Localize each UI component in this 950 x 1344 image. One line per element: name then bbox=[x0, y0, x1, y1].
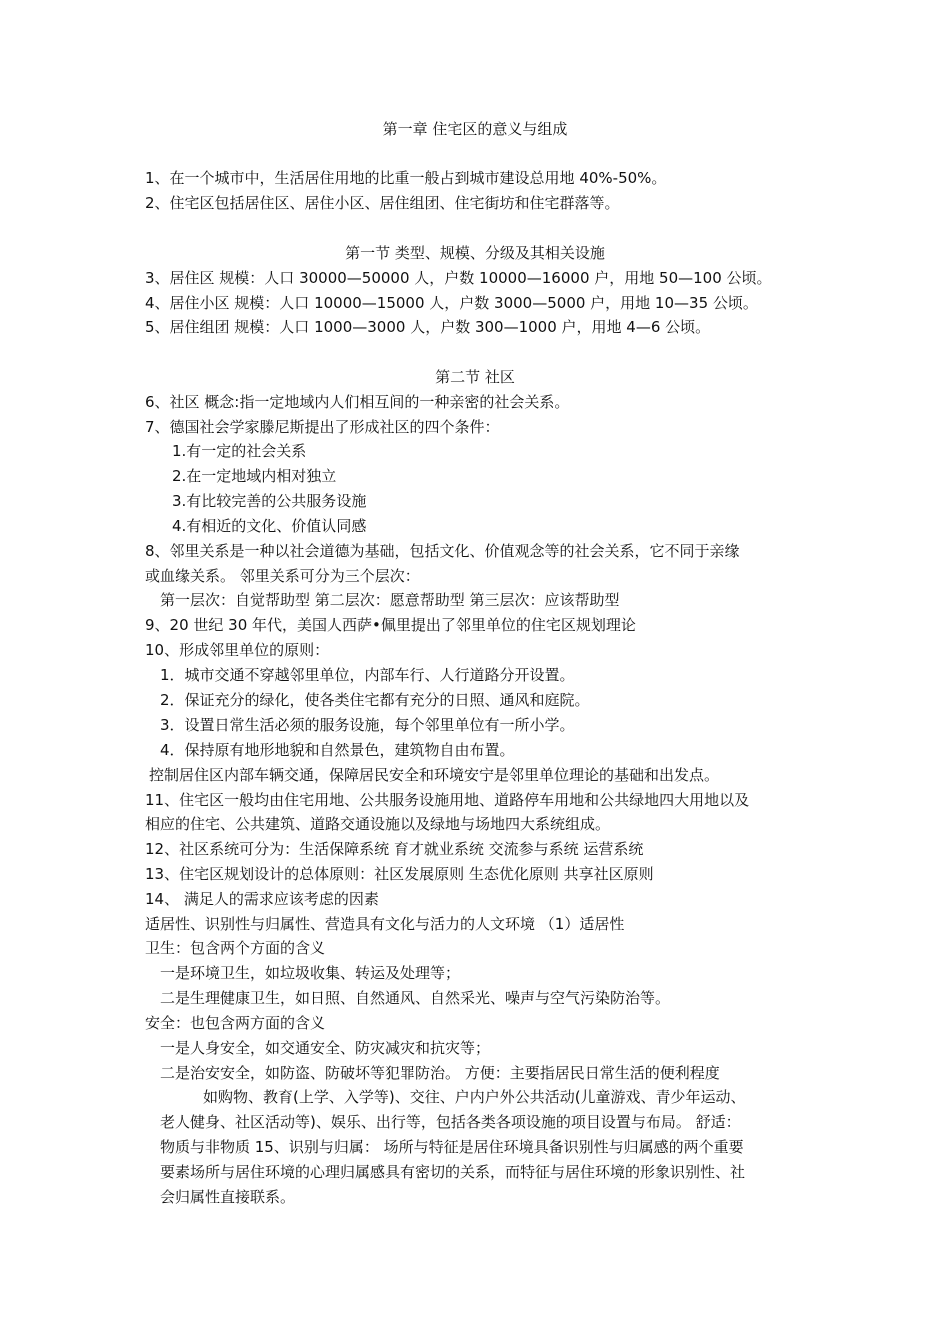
paragraph-14-line-f: 一是人身安全，如交通安全、防灾减灾和抗灾等； bbox=[160, 1039, 491, 1057]
paragraph-12: 12、社区系统可分为：生活保障系统 育才就业系统 交流参与系统 运营系统 bbox=[145, 840, 644, 858]
paragraph-14: 14、 满足人的需求应该考虑的因素 bbox=[145, 890, 379, 908]
paragraph-11-line-1: 11、住宅区一般均由住宅用地、公共服务设施用地、道路停车用地和公共绿地四大用地以及 bbox=[145, 791, 750, 809]
paragraph-14-line-h: 如购物、教育(上学、入学等)、交往、户内户外公共活动(儿童游戏、青少年运动、 bbox=[203, 1088, 746, 1106]
paragraph-8-line-1: 8、邻里关系是一种以社会道德为基础，包括文化、价值观念等的社会关系，它不同于亲缘 bbox=[145, 542, 740, 560]
paragraph-14-line-c: 一是环境卫生，如垃圾收集、转运及处理等； bbox=[160, 964, 461, 982]
paragraph-8-levels: 第一层次：自觉帮助型 第二层次：愿意帮助型 第三层次：应该帮助型 bbox=[160, 591, 620, 609]
paragraph-14-line-e: 安全：也包含两方面的含义 bbox=[145, 1014, 326, 1032]
section-2-title: 第二节 社区 bbox=[435, 368, 515, 386]
paragraph-14-line-g: 二是治安安全，如防盗、防破坏等犯罪防治。 方便：主要指居民日常生活的便利程度 bbox=[160, 1064, 720, 1082]
list-item: 1．城市交通不穿越邻里单位，内部车行、人行道路分开设置。 bbox=[160, 666, 575, 684]
list-item: 4．保持原有地形地貌和自然景色，建筑物自由布置。 bbox=[160, 741, 515, 759]
list-item: 1.有一定的社会关系 bbox=[172, 442, 307, 460]
paragraph-4: 4、居住小区 规模：人口 10000—15000 人，户数 3000—5000 户，用地 10—35 公顷。 bbox=[145, 294, 758, 312]
list-item: 3.有比较完善的公共服务设施 bbox=[172, 492, 367, 510]
paragraph-9: 9、20 世纪 30 年代，美国人西萨•佩里提出了邻里单位的住宅区规划理论 bbox=[145, 616, 636, 634]
paragraph-7: 7、德国社会学家滕尼斯提出了形成社区的四个条件： bbox=[145, 418, 500, 436]
paragraph-6: 6、社区 概念:指一定地域内人们相互间的一种亲密的社会关系。 bbox=[145, 393, 570, 411]
section-1-title: 第一节 类型、规模、分级及其相关设施 bbox=[345, 244, 605, 262]
paragraph-1: 1、在一个城市中，生活居住用地的比重一般占到城市建设总用地 40%-50%。 bbox=[145, 169, 667, 187]
paragraph-14-line-d: 二是生理健康卫生，如日照、自然通风、自然采光、噪声与空气污染防治等。 bbox=[160, 989, 671, 1007]
list-item: 3．设置日常生活必须的服务设施，每个邻里单位有一所小学。 bbox=[160, 716, 575, 734]
paragraph-11-line-2: 相应的住宅、公共建筑、道路交通设施以及绿地与场地四大系统组成。 bbox=[145, 815, 611, 833]
paragraph-14-line-j: 物质与非物质 15、识别与归属： 场所与特征是居住环境具备识别性与归属感的两个重要 bbox=[160, 1138, 744, 1156]
list-item: 4.有相近的文化、价值认同感 bbox=[172, 517, 367, 535]
paragraph-10: 10、形成邻里单位的原则： bbox=[145, 641, 330, 659]
list-item: 2.在一定地域内相对独立 bbox=[172, 467, 337, 485]
chapter-title: 第一章 住宅区的意义与组成 bbox=[382, 120, 568, 138]
paragraph-14-line-a: 适居性、识别性与归属性、营造具有文化与活力的人文环境 （1）适居性 bbox=[145, 915, 625, 933]
paragraph-14-line-l: 会归属性直接联系。 bbox=[160, 1188, 296, 1206]
paragraph-14-line-i: 老人健身、社区活动等)、娱乐、出行等，包括各类各项设施的项目设置与布局。 舒适： bbox=[160, 1113, 741, 1131]
paragraph-5: 5、居住组团 规模：人口 1000—3000 人，户数 300—1000 户，用地 4—6 公顷。 bbox=[145, 318, 711, 336]
list-item: 2．保证充分的绿化，使各类住宅都有充分的日照、通风和庭院。 bbox=[160, 691, 590, 709]
paragraph-10-summary: 控制居住区内部车辆交通，保障居民安全和环境安宁是邻里单位理论的基础和出发点。 bbox=[149, 766, 720, 784]
paragraph-14-line-b: 卫生：包含两个方面的含义 bbox=[145, 939, 326, 957]
paragraph-13: 13、住宅区规划设计的总体原则：社区发展原则 生态优化原则 共享社区原则 bbox=[145, 865, 654, 883]
paragraph-2: 2、住宅区包括居住区、居住小区、居住组团、住宅街坊和住宅群落等。 bbox=[145, 194, 620, 212]
paragraph-3: 3、居住区 规模：人口 30000—50000 人，户数 10000—16000 户，用地 50—100 公顷。 bbox=[145, 269, 772, 287]
paragraph-14-line-k: 要素场所与居住环境的心理归属感具有密切的关系，而特征与居住环境的形象识别性、社 bbox=[160, 1163, 746, 1181]
paragraph-8-line-2: 或血缘关系。 邻里关系可分为三个层次： bbox=[145, 567, 420, 585]
